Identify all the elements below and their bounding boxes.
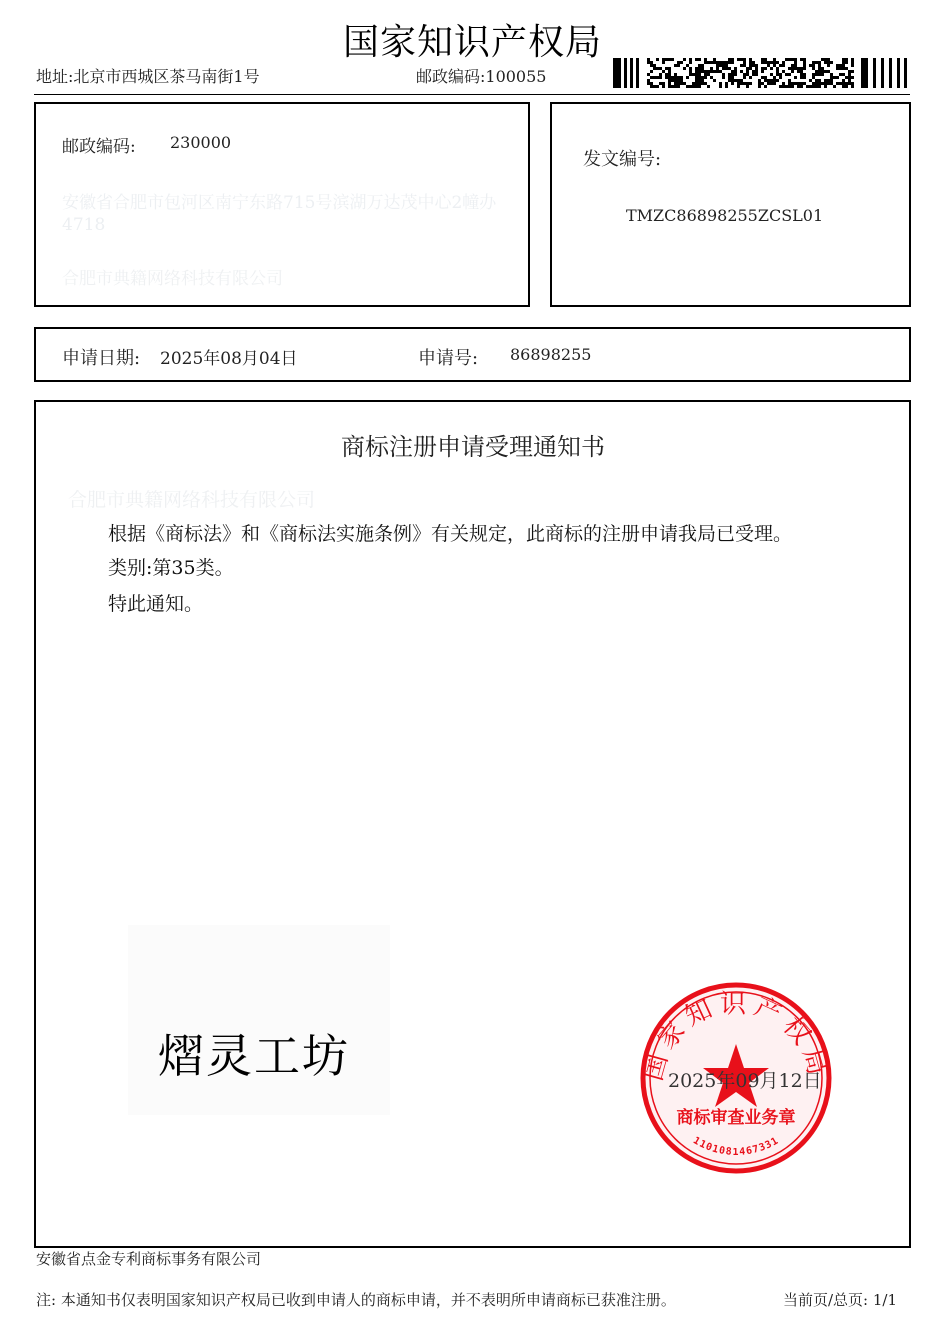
- footer-note: 注: 本通知书仅表明国家知识产权局已收到申请人的商标申请，并不表明所申请商标已获准注册。: [36, 1291, 676, 1309]
- office-title: 国家知识产权局: [342, 22, 602, 63]
- seal-inner-text: 商标审查业务章: [676, 1108, 796, 1128]
- page-indicator: 当前页/总页: 1/1: [783, 1291, 898, 1309]
- application-date: 2025年08月04日: [160, 349, 298, 369]
- doc-number-label: 发文编号:: [583, 149, 662, 170]
- issue-date: 2025年09月12日: [668, 1070, 822, 1092]
- recipient-postcode-label: 邮政编码:: [62, 137, 136, 157]
- seal-serial: 1101081467331: [691, 1135, 781, 1158]
- recipient-postcode: 230000: [170, 133, 232, 152]
- office-address: 地址:北京市西城区茶马南街1号: [36, 67, 260, 86]
- office-postcode: 邮政编码:100055: [416, 67, 547, 86]
- recipient-box: [34, 102, 530, 307]
- application-date-label: 申请日期:: [62, 348, 141, 369]
- recipient-address: 安徽省合肥市包河区南宁东路715号滨湖万达茂中心2幢办4718: [62, 193, 497, 235]
- notice-line-3: 特此通知。: [108, 593, 204, 615]
- barcode: [613, 58, 908, 88]
- doc-number-value: TMZC86898255ZCSL01: [626, 206, 824, 225]
- notice-addressee: 合肥市典籍网络科技有限公司: [68, 489, 316, 511]
- notice-line-2: 类别:第35类。: [108, 557, 234, 579]
- seal-ring-text: 国家知识产权局: [638, 989, 834, 1084]
- recipient-company: 合肥市典籍网络科技有限公司: [62, 269, 283, 289]
- header-divider: [34, 94, 910, 95]
- notice-line-1: 根据《商标法》和《商标法实施条例》有关规定，此商标的注册申请我局已受理。: [108, 523, 793, 545]
- application-box: [34, 327, 911, 382]
- trademark-name: 熠灵工坊: [158, 1029, 350, 1083]
- agency-name: 安徽省点金专利商标事务有限公司: [36, 1250, 262, 1268]
- doc-number-box: [550, 102, 911, 307]
- notice-title: 商标注册申请受理通知书: [341, 433, 605, 461]
- application-number: 86898255: [510, 345, 592, 364]
- application-number-label: 申请号:: [418, 348, 479, 369]
